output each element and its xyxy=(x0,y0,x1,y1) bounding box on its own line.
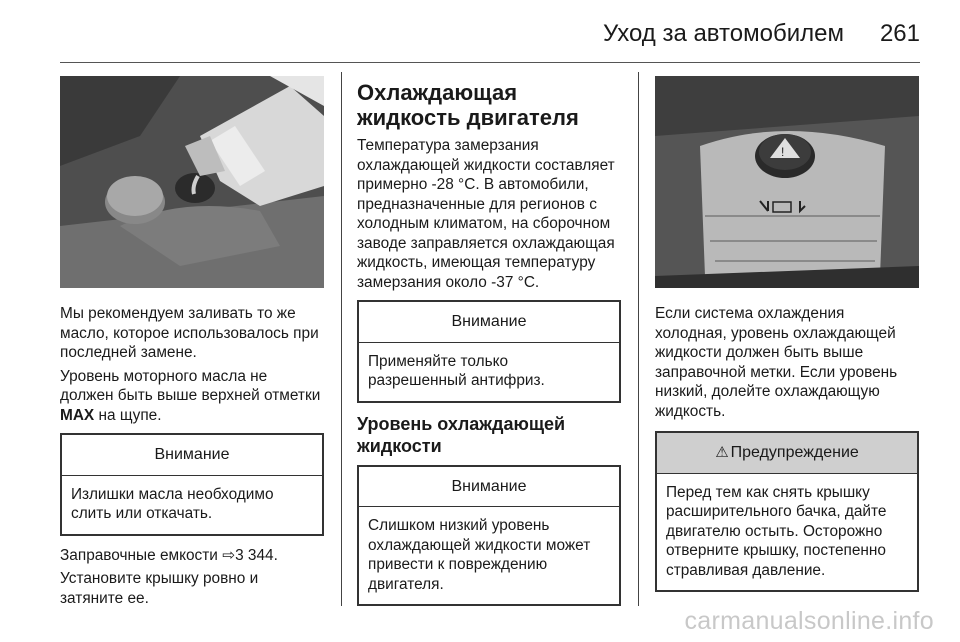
column-3 xyxy=(655,76,919,602)
antifreeze-notice-box xyxy=(357,300,621,403)
oil-level-text: Уровень моторного масла не должен быть выше верхней отметки MAX на щупе. xyxy=(60,367,321,424)
oil-notice-box xyxy=(60,433,324,536)
watermark: carmanualsonline.info xyxy=(684,607,934,635)
reference-page: 3 344. xyxy=(235,546,278,564)
low-coolant-notice-body: Слишком низкий уровень охлаждающей жидкости может привести к повреждению двигателя. xyxy=(368,517,591,593)
oil-recommendation-text: Мы рекомендуем заливать то же масло, которое использовалось при последней замене. xyxy=(60,305,319,361)
coolant-reservoir-photo xyxy=(655,76,919,288)
column-1 xyxy=(60,76,324,612)
page-header xyxy=(60,14,920,54)
coolant-heading: Охлаждающая жидкость двигателя xyxy=(357,80,579,130)
cap-instruction-text: Установите крышку ровно и затяните ее. xyxy=(60,570,259,607)
column-2 xyxy=(357,80,621,616)
coolant-freezing-text: Температура замерзания охлаждающей жидкости составляет примерно -28 °C. В автомобили, предназначенные для регионов с холодным климатом, на сборочном заводе заправляется охлаждающая жидкость, имеющая температуру замерзания около -37 °C. xyxy=(357,137,615,291)
max-mark: MAX xyxy=(60,406,95,424)
header-title: Уход за автомобилем xyxy=(603,20,844,47)
coolant-level-text: Если система охлаждения холодная, уровень охлаждающей жидкости должен быть выше заправочной метки. Если уровень низкий, долейте охлаждающую жидкость. xyxy=(655,305,898,420)
low-coolant-notice-title: Внимание xyxy=(359,467,619,508)
warning-triangle-icon: ⚠ xyxy=(715,444,729,461)
arrow-reference-icon: ⇨ xyxy=(222,546,236,564)
header-divider xyxy=(60,62,920,63)
oil-notice-title: Внимание xyxy=(62,435,322,476)
capacities-reference[interactable]: Заправочные емкости ⇨3 344. xyxy=(60,546,278,564)
pressure-warning-title: ⚠ Предупреждение xyxy=(657,433,917,474)
coolant-level-heading: Уровень охлаждающей жидкости xyxy=(357,413,566,456)
page-number: 261 xyxy=(879,20,920,47)
column-divider-1 xyxy=(341,72,342,606)
svg-text:!: ! xyxy=(781,145,785,159)
pressure-warning-box xyxy=(655,431,919,592)
oil-filling-photo xyxy=(60,76,324,288)
antifreeze-notice-body: Применяйте только разрешенный антифриз. xyxy=(368,352,545,389)
low-coolant-notice-box xyxy=(357,465,621,607)
pressure-warning-body: Перед тем как снять крышку расширительного бачка, дайте двигателю остыть. Осторожно отверните крышку, постепенно стравливая давление. xyxy=(666,483,887,579)
oil-notice-body: Излишки масла необходимо слить или откачать. xyxy=(71,485,274,522)
antifreeze-notice-title: Внимание xyxy=(359,302,619,343)
column-divider-2 xyxy=(638,72,639,606)
